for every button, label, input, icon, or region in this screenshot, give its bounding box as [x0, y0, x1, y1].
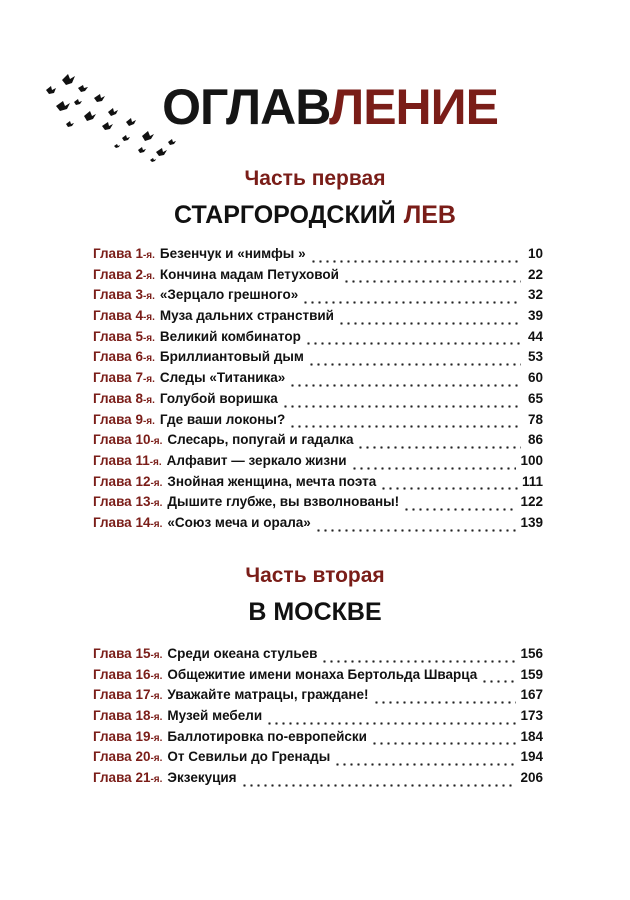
page-number: 159 [520, 666, 543, 682]
page-number: 100 [520, 452, 543, 468]
chapter-title: Голубой воришка [159, 390, 278, 406]
toc-entry[interactable] [93, 329, 543, 350]
toc-entry[interactable] [93, 391, 543, 412]
page-number: 22 [527, 266, 543, 282]
chapter-title: Уважайте матрацы, граждане! [167, 687, 369, 703]
chapter-title: Муза дальних странствий [159, 308, 334, 324]
toc-entry[interactable] [93, 708, 543, 729]
chapter-title: Общежитие имени монаха Бертольда Шварца [167, 666, 478, 682]
chapter-title: Следы «Титаника» [159, 370, 286, 386]
chapter-title: Баллотировка по-европейски [167, 728, 367, 744]
title-black-part: ОГЛАВ [162, 79, 330, 135]
chapter-number: Глава 19-я. [93, 728, 163, 744]
dot-leader [289, 425, 521, 428]
page-number: 44 [527, 328, 543, 344]
toc-entry[interactable] [93, 267, 543, 288]
dot-leader [266, 722, 516, 725]
chapter-number: Глава 15-я. [93, 646, 163, 661]
part-one-label: Часть первая [244, 167, 386, 190]
dot-leader [351, 467, 517, 470]
toc-entry[interactable] [93, 687, 543, 708]
page-number: 173 [520, 708, 543, 724]
dot-leader [310, 260, 521, 263]
page-number: 78 [527, 411, 543, 427]
page-number: 206 [520, 770, 543, 786]
page-title [0, 79, 630, 135]
toc-entry[interactable] [93, 453, 543, 474]
toc-entry[interactable] [93, 287, 543, 308]
chapter-number: Глава 9-я. [93, 411, 155, 427]
title-red-part: ЛЕНИЕ [329, 79, 498, 135]
toc-entry[interactable] [93, 646, 543, 667]
part-two-label: Часть вторая [245, 564, 385, 587]
chapter-title: Среди океана стульев [167, 646, 318, 661]
dot-leader [282, 405, 521, 408]
chapter-number: Глава 8-я. [93, 390, 155, 406]
page-number: 167 [520, 687, 543, 703]
dot-leader [357, 446, 521, 449]
page-number: 194 [520, 749, 543, 765]
chapter-number: Глава 21-я. [93, 770, 163, 786]
dot-leader [241, 784, 517, 787]
page-number: 86 [527, 432, 543, 448]
toc-entry[interactable] [93, 749, 543, 770]
part-two-title [0, 600, 630, 625]
dot-leader [338, 322, 521, 325]
page-number: 10 [527, 246, 543, 261]
chapter-number: Глава 2-я. [93, 266, 155, 282]
chapter-title: Безенчук и «нимфы » [159, 246, 306, 261]
dot-leader [302, 301, 521, 304]
chapter-number: Глава 5-я. [93, 328, 155, 344]
page-number: 156 [520, 646, 543, 661]
chapter-title: Дышите глубже, вы взволнованы! [167, 494, 400, 510]
dot-leader [371, 742, 517, 745]
page-number: 60 [527, 370, 543, 386]
chapter-number: Глава 13-я. [93, 494, 163, 510]
chapter-number: Глава 14-я. [93, 514, 163, 530]
part-one-title-text: СТАРГОРОДСКИЙ [174, 201, 396, 229]
chapter-title: От Севильи до Гренады [167, 749, 331, 765]
page-number: 139 [520, 514, 543, 530]
chapter-number: Глава 10-я. [93, 432, 163, 448]
chapter-number: Глава 3-я. [93, 287, 155, 303]
chapter-number: Глава 17-я. [93, 687, 163, 703]
chapter-number: Глава 6-я. [93, 349, 155, 365]
chapter-number: Глава 20-я. [93, 749, 163, 765]
chapter-title: Бриллиантовый дым [159, 349, 304, 365]
part-one-title [0, 203, 630, 228]
chapter-number: Глава 16-я. [93, 666, 163, 682]
dot-leader [289, 384, 521, 387]
chapter-title: Где ваши локоны? [159, 411, 286, 427]
part-one-title-red: ЛЕВ [403, 201, 456, 229]
dot-leader [321, 660, 516, 663]
dot-leader [403, 508, 516, 511]
chapter-title: Великий комбинатор [159, 328, 301, 344]
dot-leader [334, 763, 516, 766]
chapter-number: Глава 11-я. [93, 452, 162, 468]
page-number: 39 [527, 308, 543, 324]
page-number: 111 [521, 473, 543, 489]
chapter-number: Глава 1-я. [93, 246, 155, 261]
toc-entry[interactable] [93, 246, 543, 267]
dot-leader [373, 701, 517, 704]
chapter-title: Экзекуция [167, 770, 237, 786]
chapter-number: Глава 4-я. [93, 308, 155, 324]
dot-leader [380, 487, 518, 490]
toc-entry[interactable] [93, 474, 543, 495]
dot-leader [308, 363, 521, 366]
chapter-title: «Союз меча и орала» [167, 514, 311, 530]
chapter-title: Алфавит — зеркало жизни [166, 452, 347, 468]
toc-entry[interactable] [93, 667, 543, 688]
dot-leader [343, 280, 521, 283]
chapter-title: Слесарь, попугай и гадалка [167, 432, 354, 448]
chapter-number: Глава 18-я. [93, 708, 163, 724]
page-number: 184 [520, 728, 543, 744]
toc-entry[interactable] [93, 515, 543, 536]
part-two-title-text: В МОСКВЕ [248, 598, 382, 626]
dot-leader [315, 529, 517, 532]
page-number: 122 [520, 494, 543, 510]
chapter-title: Музей мебели [167, 708, 263, 724]
toc-entry[interactable] [93, 494, 543, 515]
page-number: 65 [527, 390, 543, 406]
part-one-chapter-list [93, 246, 543, 536]
part-two-chapter-list [93, 646, 543, 791]
page-number: 32 [527, 287, 543, 303]
toc-entry[interactable] [93, 729, 543, 750]
chapter-number: Глава 12-я. [93, 473, 163, 489]
page-number: 53 [527, 349, 543, 365]
chapter-number: Глава 7-я. [93, 370, 155, 386]
chapter-title: Знойная женщина, мечта поэта [167, 473, 377, 489]
dot-leader [481, 680, 516, 683]
toc-entry[interactable] [93, 370, 543, 391]
toc-entry[interactable] [93, 308, 543, 329]
chapter-title: Кончина мадам Петуховой [159, 266, 339, 282]
toc-entry[interactable] [93, 432, 543, 453]
toc-entry[interactable] [93, 412, 543, 433]
toc-entry[interactable] [93, 349, 543, 370]
chapter-title: «Зерцало грешного» [159, 287, 299, 303]
toc-entry[interactable] [93, 770, 543, 791]
dot-leader [305, 342, 521, 345]
